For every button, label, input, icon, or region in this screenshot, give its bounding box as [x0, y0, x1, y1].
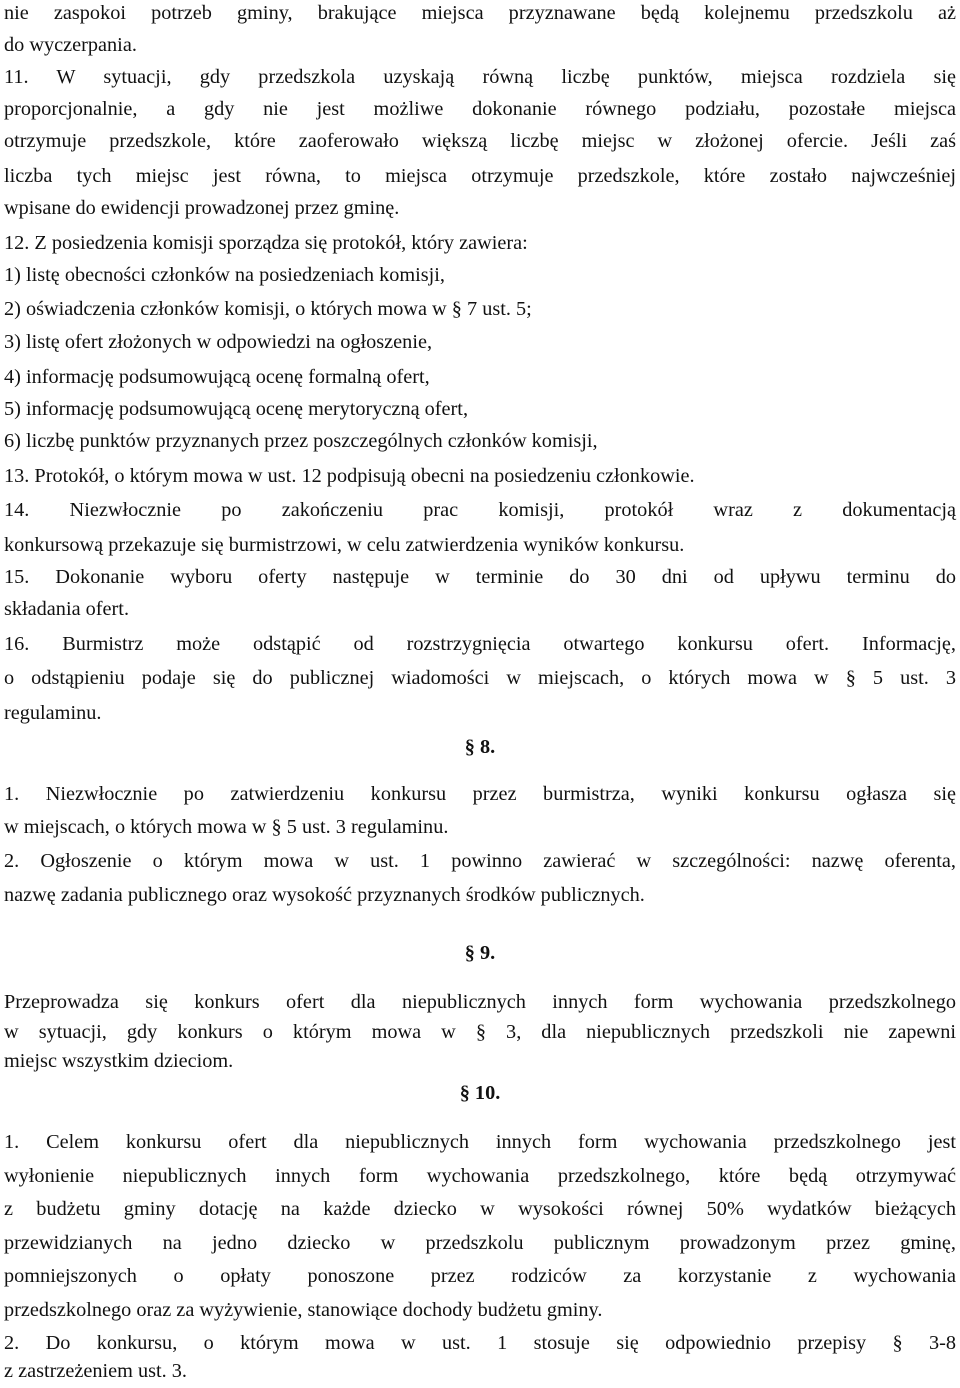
- text-line: 12. Z posiedzenia komisji sporządza się protokół, który zawiera:: [4, 232, 528, 254]
- text-line: 1. Niezwłocznie po zatwierdzeniu konkursu przez burmistrza, wyniki konkursu ogłasza się: [4, 783, 956, 805]
- text-line: 1) listę obecności członków na posiedzeniach komisji,: [4, 264, 445, 286]
- text-line: nie zaspokoi potrzeb gminy, brakujące miejsca przyznawane będą kolejnemu przedszkolu aż: [4, 2, 956, 24]
- text-line: w miejscach, o których mowa w § 5 ust. 3 regulaminu.: [4, 816, 449, 838]
- text-line: przewidzianych na jedno dziecko w przedszkolu publicznym prowadzonym przez gminę,: [4, 1232, 956, 1254]
- text-line: wpisane do ewidencji prowadzonej przez gminę.: [4, 197, 400, 219]
- text-line: 11. W sytuacji, gdy przedszkola uzyskają równą liczbę punktów, miejsca rozdziela się: [4, 66, 956, 88]
- text-line: przedszkolnego oraz za wyżywienie, stanowiące dochody budżetu gminy.: [4, 1299, 603, 1321]
- text-line: Przeprowadza się konkurs ofert dla niepublicznych innych form wychowania przedszkolnego: [4, 991, 956, 1013]
- text-line: 2) oświadczenia członków komisji, o których mowa w § 7 ust. 5;: [4, 298, 532, 320]
- text-line: w sytuacji, gdy konkurs o którym mowa w § 3, dla niepublicznych przedszkoli nie zapewni: [4, 1021, 956, 1043]
- text-line: składania ofert.: [4, 598, 130, 620]
- text-line: nazwę zadania publicznego oraz wysokość przyznanych środków publicznych.: [4, 884, 645, 906]
- text-line: wyłonienie niepublicznych innych form wychowania przedszkolnego, które będą otrzymywać: [4, 1165, 956, 1187]
- text-line: otrzymuje przedszkole, które zaoferowało większą liczbę miejsc w złożonej ofercie. Jeśli zaś: [4, 130, 956, 152]
- text-line: 13. Protokół, o którym mowa w ust. 12 podpisują obecni na posiedzeniu członkowie.: [4, 465, 695, 487]
- text-line: 6) liczbę punktów przyznanych przez poszczególnych członków komisji,: [4, 430, 598, 452]
- text-line: do wyczerpania.: [4, 34, 137, 56]
- text-line: regulaminu.: [4, 702, 102, 724]
- section-heading: § 9.: [464, 942, 496, 964]
- text-line: 1. Celem konkursu ofert dla niepublicznych innych form wychowania przedszkolnego jest: [4, 1131, 956, 1153]
- text-line: konkursową przekazuje się burmistrzowi, w celu zatwierdzenia wyników konkursu.: [4, 534, 685, 556]
- text-line: 15. Dokonanie wyboru oferty następuje w terminie do 30 dni od upływu terminu do: [4, 566, 956, 588]
- text-line: miejsc wszystkim dzieciom.: [4, 1050, 234, 1072]
- text-line: 16. Burmistrz może odstąpić od rozstrzygnięcia otwartego konkursu ofert. Informację,: [4, 633, 956, 655]
- text-line: pomniejszonych o opłaty ponoszone przez rodziców za korzystanie z wychowania: [4, 1265, 956, 1287]
- text-line: z budżetu gminy dotację na każde dziecko w wysokości równej 50% wydatków bieżących: [4, 1198, 956, 1220]
- text-line: 5) informację podsumowującą ocenę merytoryczną ofert,: [4, 398, 469, 420]
- text-line: 14. Niezwłocznie po zakończeniu prac komisji, protokół wraz z dokumentacją: [4, 499, 956, 521]
- text-line: z zastrzeżeniem ust. 3.: [4, 1360, 188, 1382]
- text-line: liczba tych miejsc jest równa, to miejsca otrzymuje przedszkole, które zostało najwcześniej: [4, 165, 956, 187]
- text-line: 2. Do konkursu, o którym mowa w ust. 1 stosuje się odpowiednio przepisy § 3-8: [4, 1332, 956, 1354]
- text-line: o odstąpieniu podaje się do publicznej wiadomości w miejscach, o których mowa w § 5 ust. 3: [4, 667, 956, 689]
- text-line: 4) informację podsumowującą ocenę formalną ofert,: [4, 366, 430, 388]
- section-heading: § 10.: [459, 1082, 501, 1104]
- section-heading: § 8.: [464, 736, 496, 758]
- text-line: proporcjonalnie, a gdy nie jest możliwe dokonanie równego podziału, pozostałe miejsca: [4, 98, 956, 120]
- text-line: 3) listę ofert złożonych w odpowiedzi na ogłoszenie,: [4, 331, 433, 353]
- text-line: 2. Ogłoszenie o którym mowa w ust. 1 powinno zawierać w szczególności: nazwę oferenta,: [4, 850, 956, 872]
